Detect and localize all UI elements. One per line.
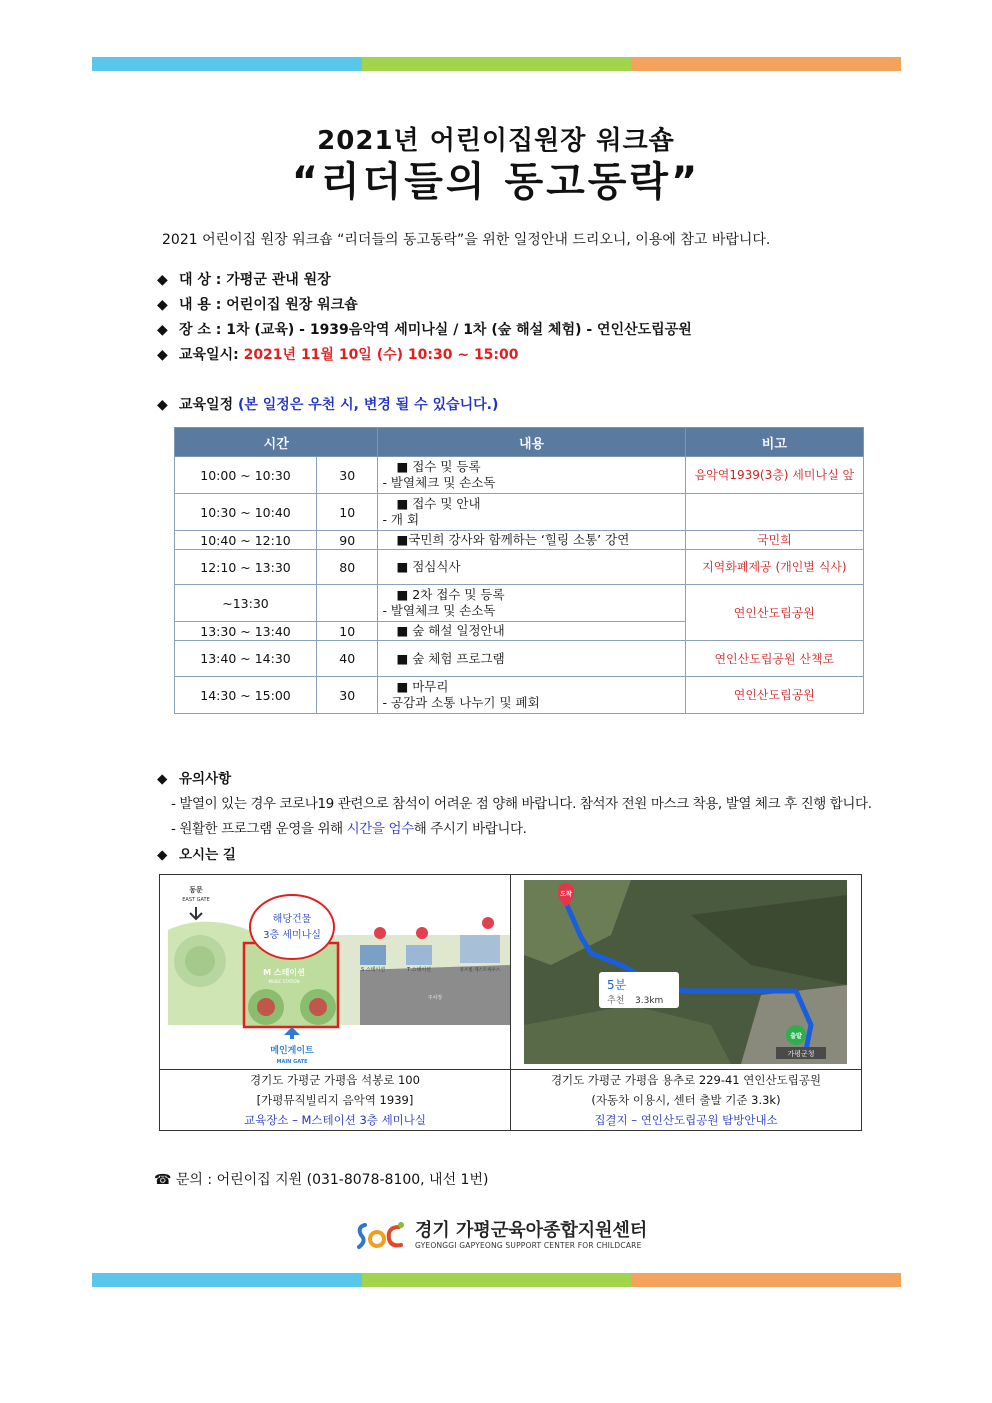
route-distance: 3.3km: [635, 996, 664, 1006]
diamond-icon: ◆: [157, 771, 168, 787]
precautions-section: [157, 766, 872, 868]
bottom-color-bar: [92, 1273, 901, 1287]
t-station-label: T 스테이션: [407, 967, 431, 973]
schedule-rain-note: (본 일정은 우천 시, 변경 될 수 있습니다.): [237, 397, 499, 413]
diamond-icon: ◆: [157, 397, 168, 413]
diamond-icon: ◆: [157, 297, 168, 313]
gunchung-label: 가평군청: [787, 1050, 815, 1058]
table-row: ~13:30 ■ 2차 접수 및 등록 - 발열체크 및 손소독 연인산도립공원: [175, 585, 864, 622]
directions-table: [159, 874, 862, 1131]
main-gate-label: 메인게이트: [270, 1046, 314, 1056]
route-map-illustration: [511, 875, 861, 1069]
venue-caption: 경기도 가평군 가평읍 석봉로 100 [가평뮤직빌리지 음악역 1939] 교육장소 – M스테이션 3층 세미나실: [160, 1070, 511, 1131]
bar-segment-orange: [631, 1273, 901, 1287]
meeting-caption: 경기도 가평군 가평읍 용추로 229-41 연인산도립공원 (자동차 이용시, 센터 출발 기준 3.3k) 집결지 – 연인산도립공원 탐방안내소: [511, 1070, 862, 1131]
info-item-place: ◆ 장 소 : 1차 (교육) - 1939음악역 세미나실 / 1차 (숲 해설 체험) - 연인산도립공원: [157, 318, 692, 343]
header-note: 비고: [685, 428, 863, 457]
s-station-label: S 스테이션: [360, 967, 386, 973]
diamond-icon: ◆: [157, 272, 168, 288]
depart-label: 출발: [790, 1033, 802, 1040]
bubble-building: 해당건물: [272, 914, 312, 925]
bar-segment-green: [362, 1273, 632, 1287]
schedule-heading: ◆ 교육일정 (본 일정은 우천 시, 변경 될 수 있습니다.): [157, 397, 499, 413]
table-row: 10:00 ~ 10:30 30 ■ 접수 및 등록 - 발열체크 및 손소독 음악역1939(3층) 세미나실 앞: [175, 457, 864, 494]
route-map: [511, 875, 861, 1069]
venue-map-illustration: [160, 875, 510, 1069]
header-content: 내용: [378, 428, 685, 457]
diamond-icon: ◆: [157, 322, 168, 338]
east-gate-en-label: EAST GATE: [182, 897, 210, 903]
phone-icon: ☎: [154, 1172, 172, 1188]
center-logo: [355, 1218, 647, 1252]
table-header-row: [175, 428, 864, 457]
info-item-content: ◆ 내 용 : 어린이집 원장 워크숍: [157, 293, 692, 318]
info-list: [157, 268, 692, 368]
main-gate-en-label: MAIN GATE: [276, 1059, 308, 1065]
precaution-line1: - 발열이 있는 경우 코로나19 관련으로 참석이 어려운 점 양해 바랍니다. 참석자 전원 마스크 착용, 발열 체크 후 진행 합니다.: [171, 796, 872, 812]
title-line1: 2021년 어린이집원장 워크숍: [317, 126, 675, 156]
header-time: 시간: [175, 428, 378, 457]
parking-label: 주차장: [427, 995, 443, 1001]
contact-text: 문의 : 어린이집 지원 (031-8078-8100, 내선 1번): [175, 1172, 489, 1188]
bubble-seminar-room: 3층 세미나실: [263, 930, 321, 941]
table-row: 14:30 ~ 15:00 30 ■ 마무리 - 공감과 소통 나누기 및 폐회 연인산도립공원: [175, 677, 864, 714]
info-item-target: ◆ 대 상 : 가평군 관내 원장: [157, 268, 692, 293]
route-recommend: 추천: [607, 996, 625, 1006]
logo-subtitle: GYEONGGI GAPYEONG SUPPORT CENTER FOR CHILDCARE: [415, 1240, 642, 1250]
directions-heading: ◆ 오시는 길: [157, 842, 872, 868]
guest-house-label: 뮤즈빌·게스트하우스: [459, 968, 501, 973]
precaution-line2: - 원활한 프로그램 운영을 위해 시간을 엄수해 주시기 바랍니다.: [171, 821, 527, 837]
bar-segment-orange: [631, 57, 901, 71]
bar-segment-cyan: [92, 1273, 362, 1287]
intro-text: 2021 어린이집 원장 워크숍 “리더들의 동고동락”을 위한 일정안내 드리오니, 이용에 참고 바랍니다.: [162, 232, 771, 248]
m-station-label: M 스테이션: [263, 968, 305, 977]
datetime-value: 2021년 11월 10일 (수) 10:30 ~ 15:00: [243, 347, 519, 363]
precautions-heading: ◆ 유의사항: [157, 766, 872, 792]
contact-line: [154, 1169, 488, 1189]
info-item-datetime: ◆ 교육일시: 2021년 11월 10일 (수) 10:30 ~ 15:00: [157, 343, 692, 368]
center-logo-icon: [355, 1219, 407, 1251]
table-row: 13:30 ~ 13:40 10 ■ 숲 해설 일정안내: [175, 622, 864, 641]
venue-map: [160, 875, 510, 1069]
bar-segment-cyan: [92, 57, 362, 71]
title-line2: “리더들의 동고동락”: [291, 159, 701, 205]
bar-segment-green: [362, 57, 632, 71]
table-row: 12:10 ~ 13:30 80 ■ 점심식사 지역화폐제공 (개인별 식사): [175, 550, 864, 585]
table-row: 13:40 ~ 14:30 40 ■ 숲 체험 프로그램 연인산도립공원 산책로: [175, 641, 864, 677]
schedule-table: [174, 427, 864, 714]
m-station-en-label: MUSIC STATION: [268, 979, 300, 984]
route-time: 5분: [607, 978, 627, 992]
diamond-icon: ◆: [157, 847, 168, 863]
table-row: 10:30 ~ 10:40 10 ■ 접수 및 안내 - 개 회: [175, 494, 864, 531]
diamond-icon: ◆: [157, 347, 168, 363]
logo-title: 경기 가평군육아종합지원센터: [415, 1219, 648, 1241]
arrive-label: 도착: [560, 891, 572, 898]
east-gate-label: 동문: [189, 886, 203, 894]
table-row: 10:40 ~ 12:10 90 ■국민희 강사와 함께하는 ‘힐링 소통’ 강연 국민희: [175, 531, 864, 550]
top-color-bar: [92, 57, 901, 71]
precaution-emphasis: 시간을 엄수: [346, 821, 414, 837]
